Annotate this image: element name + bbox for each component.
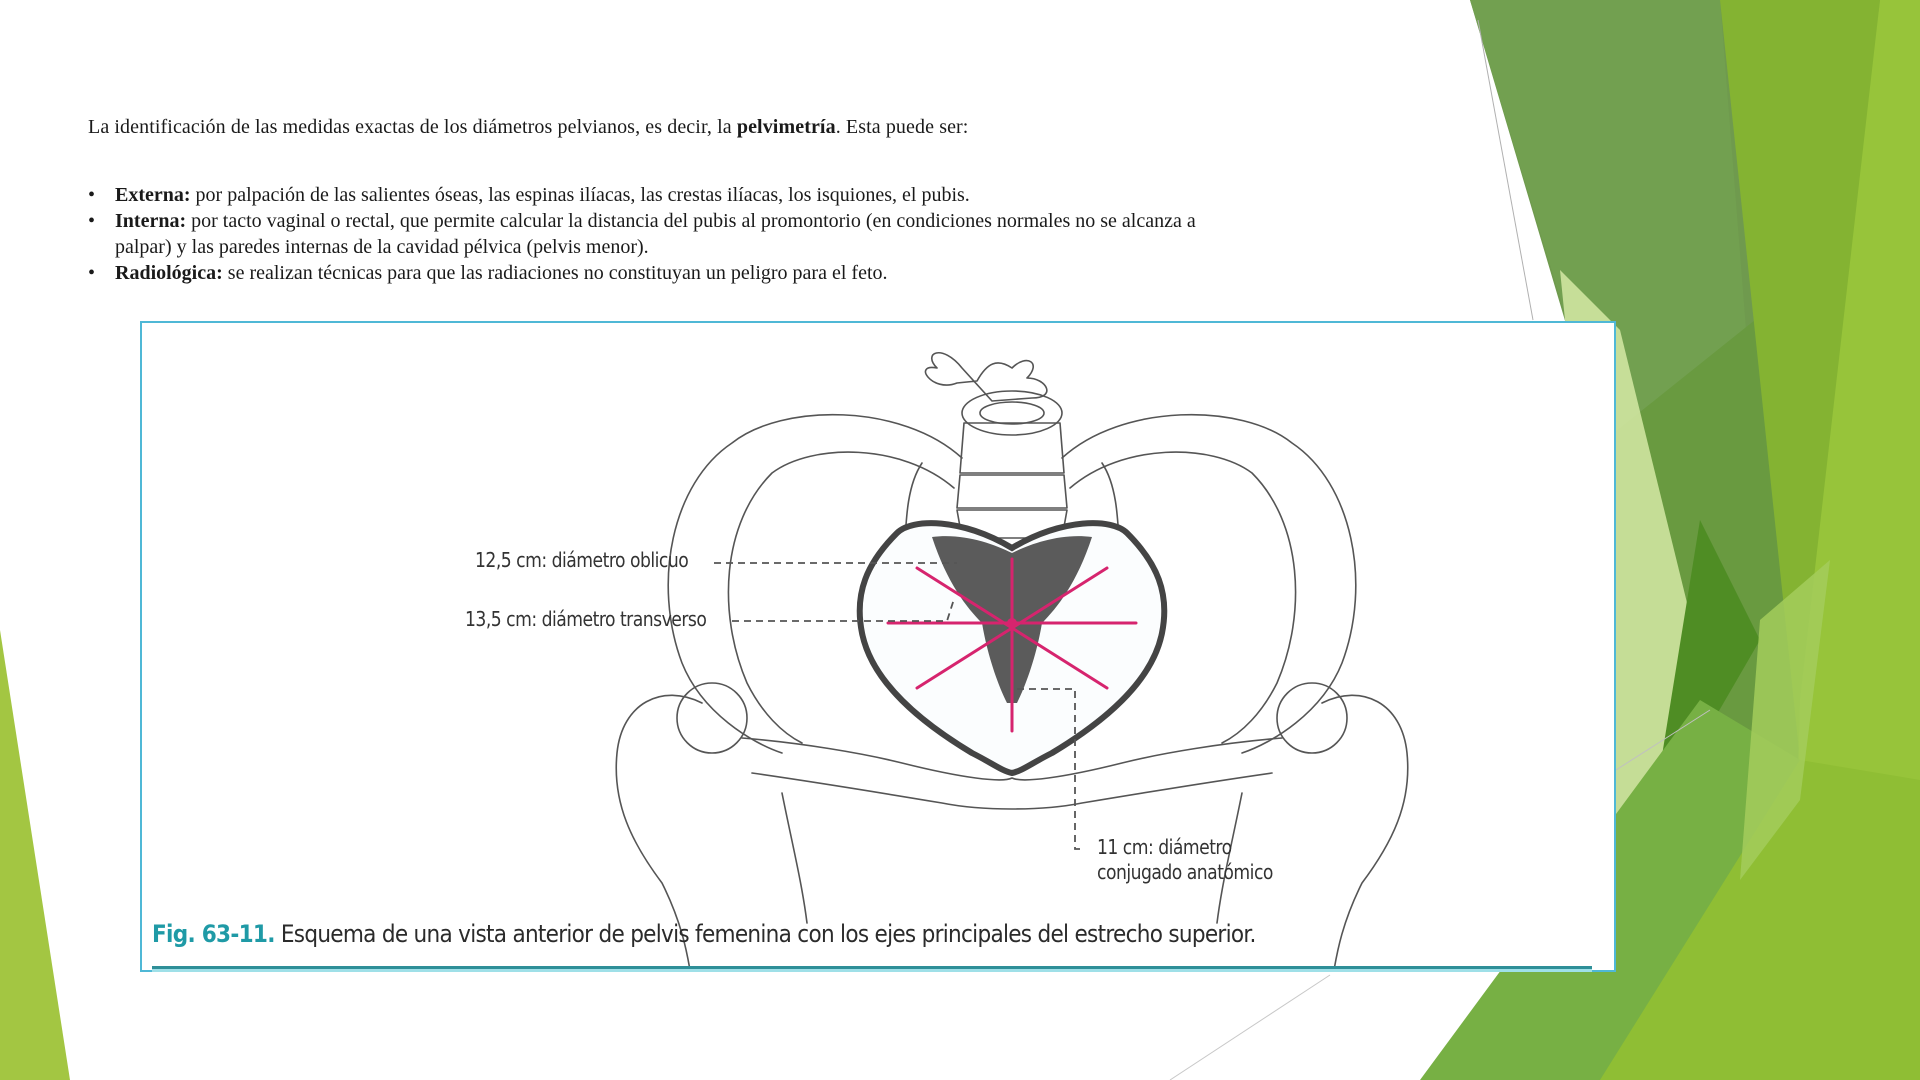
bullet-term: Radiológica: <box>115 262 223 284</box>
list-item-radiologica <box>88 260 1238 286</box>
pelvis-figure <box>140 321 1616 972</box>
bullet-text: se realizan técnicas para que las radiaciones no constituyan un peligro para el feto. <box>222 262 888 284</box>
intro-paragraph <box>88 114 1288 140</box>
figure-caption <box>152 920 1256 948</box>
pelvis-illustration <box>142 323 1614 970</box>
label-oblique-diameter: 12,5 cm: diámetro oblicuo <box>475 548 689 572</box>
label-conjugate-diameter-line2: conjugado anatómico <box>1097 860 1273 884</box>
figure-number: Fig. 63-11. <box>152 920 275 948</box>
bullet-text: por tacto vaginal o rectal, que permite calcular la distancia del pubis al promontorio (en condiciones normales no se alcanza a palpar) y las paredes internas de la cavidad pélvica (pelvis menor). <box>115 210 1196 258</box>
bullet-term: Externa: <box>115 184 191 206</box>
intro-text-after: . Esta puede ser: <box>835 116 969 138</box>
label-conjugate-diameter-line1: 11 cm: diámetro <box>1097 835 1232 859</box>
figure-caption-text: Esquema de una vista anterior de pelvis femenina con los ejes principales del estrecho superior. <box>274 920 1256 948</box>
intro-term-pelvimetria: pelvimetría <box>736 116 836 138</box>
bullet-term: Interna: <box>115 210 187 232</box>
caption-divider <box>152 966 1592 969</box>
list-item-interna <box>88 208 1238 260</box>
label-transverse-diameter: 13,5 cm: diámetro transverso <box>465 607 707 631</box>
bullet-icon: • <box>88 184 96 206</box>
bullet-text: por palpación de las salientes óseas, las espinas ilíacas, las crestas ilíacas, los isquiones, el pubis. <box>190 184 970 206</box>
pelvimetry-types-list <box>88 182 1238 286</box>
list-item-externa <box>88 182 1238 208</box>
bullet-icon: • <box>88 210 96 232</box>
bullet-icon: • <box>88 262 96 284</box>
intro-text-before: La identificación de las medidas exactas de los diámetros pelvianos, es decir, la <box>88 116 737 138</box>
